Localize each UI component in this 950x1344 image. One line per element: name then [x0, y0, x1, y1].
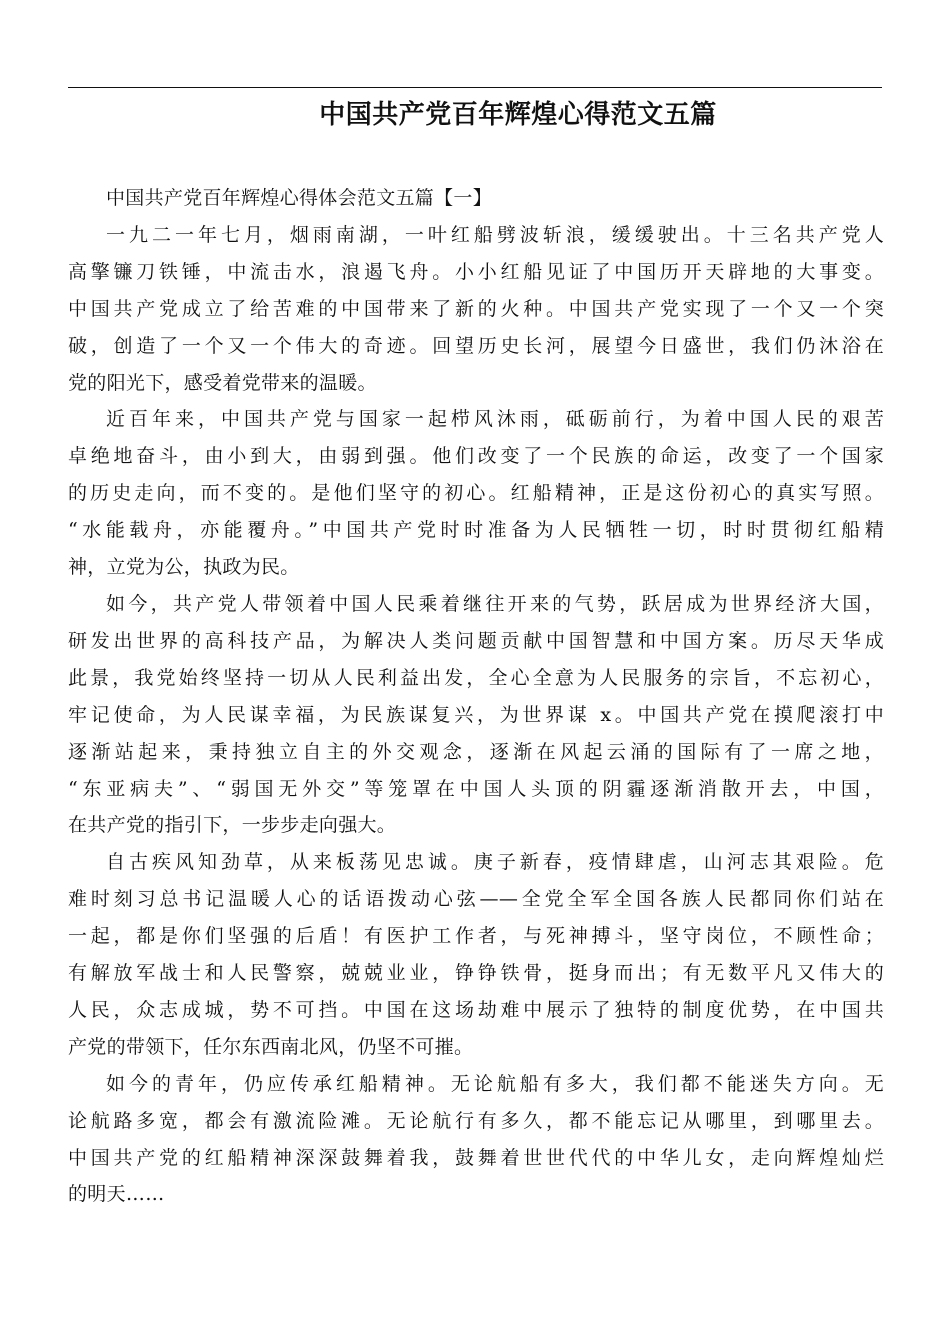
paragraph-line: 如今的青年，仍应传承红船精神。无论航船有多大，我们都不能迷失方向。无 [106, 1072, 884, 1095]
paragraph-4 [68, 844, 884, 1065]
paragraph-line: 党的阳光下，感受着党带来的温暖。 [68, 371, 377, 394]
paragraph-line: 一九二一年七月，烟雨南湖，一叶红船劈波斩浪，缓缓驶出。十三名共产党人 [106, 223, 884, 246]
paragraph-line: 近百年来，中国共产党与国家一起栉风沐雨，砥砺前行，为着中国人民的艰苦 [106, 408, 884, 431]
paragraph-1 [68, 217, 884, 402]
paragraph-line: “水能载舟，亦能覆舟。”中国共产党时时准备为人民牺牲一切，时时贯彻红船精 [68, 519, 884, 542]
paragraph-line: 有解放军战士和人民警察，兢兢业业，铮铮铁骨，挺身而出；有无数平凡又伟大的 [68, 962, 884, 985]
paragraph-line: 一起，都是你们坚强的后盾！有医护工作者，与死神搏斗，坚守岗位，不顾性命； [68, 925, 884, 948]
paragraph-5 [68, 1066, 884, 1214]
paragraph-3 [68, 586, 884, 844]
paragraph-line: 自古疾风知劲草，从来板荡见忠诚。庚子新春，疫情肆虐，山河志其艰险。危 [106, 851, 884, 874]
document-body [68, 180, 884, 1213]
paragraph-line: 如今，共产党人带领着中国人民乘着继往开来的气势，跃居成为世界经济大国， [106, 592, 884, 615]
paragraph-line: 此景，我党始终坚持一切从人民利益出发，全心全意为人民服务的宗旨，不忘初心， [68, 666, 884, 689]
paragraph-line: 高擎镰刀铁锤，中流击水，浪遏飞舟。小小红船见证了中国历开天辟地的大事变。 [68, 260, 884, 283]
section-heading [68, 180, 884, 217]
paragraph-line: 逐渐站起来，秉持独立自主的外交观念，逐渐在风起云涌的国际有了一席之地， [68, 740, 884, 763]
paragraph-2 [68, 401, 884, 586]
paragraph-line: 产党的带领下，任尔东西南北风，仍坚不可摧。 [68, 1035, 474, 1058]
paragraph-line: 牢记使命，为人民谋幸福，为民族谋复兴，为世界谋 x。中国共产党在摸爬滚打中 [68, 703, 884, 726]
document-title: 中国共产党百年辉煌心得范文五篇 [319, 100, 717, 130]
paragraph-line: 论航路多宽，都会有激流险滩。无论航行有多久，都不能忘记从哪里，到哪里去。 [68, 1109, 884, 1132]
paragraph-line: 卓绝地奋斗，由小到大，由弱到强。他们改变了一个民族的命运，改变了一个国家 [68, 445, 884, 468]
paragraph-line: 破，创造了一个又一个伟大的奇迹。回望历史长河，展望今日盛世，我们仍沐浴在 [68, 334, 884, 357]
paragraph-line: 中国共产党成立了给苦难的中国带来了新的火种。中国共产党实现了一个又一个突 [68, 297, 884, 320]
paragraph-line: 的明天…… [68, 1183, 165, 1206]
paragraph-line: 难时刻习总书记温暖人心的话语拨动心弦——全党全军全国各族人民都同你们站在 [68, 888, 884, 911]
paragraph-line: 神，立党为公，执政为民。 [68, 556, 300, 579]
paragraph-line: “东亚病夫”、“弱国无外交”等笼罩在中国人头顶的阴霾逐渐消散开去，中国， [68, 777, 884, 800]
paragraph-line: 在共产党的指引下，一步步走向强大。 [68, 814, 397, 837]
paragraph-line: 中国共产党的红船精神深深鼓舞着我，鼓舞着世世代代的中华儿女，走向辉煌灿烂 [68, 1146, 884, 1169]
paragraph-line: 的历史走向，而不变的。是他们坚守的初心。红船精神，正是这份初心的真实写照。 [68, 482, 884, 505]
section-heading-text: 中国共产党百年辉煌心得体会范文五篇【一】 [106, 187, 493, 209]
header-rule [68, 87, 882, 88]
paragraph-line: 人民，众志成城，势不可挡。中国在这场劫难中展示了独特的制度优势，在中国共 [68, 998, 884, 1021]
paragraph-line: 研发出世界的高科技产品，为解决人类问题贡献中国智慧和中国方案。历尽天华成 [68, 629, 884, 652]
